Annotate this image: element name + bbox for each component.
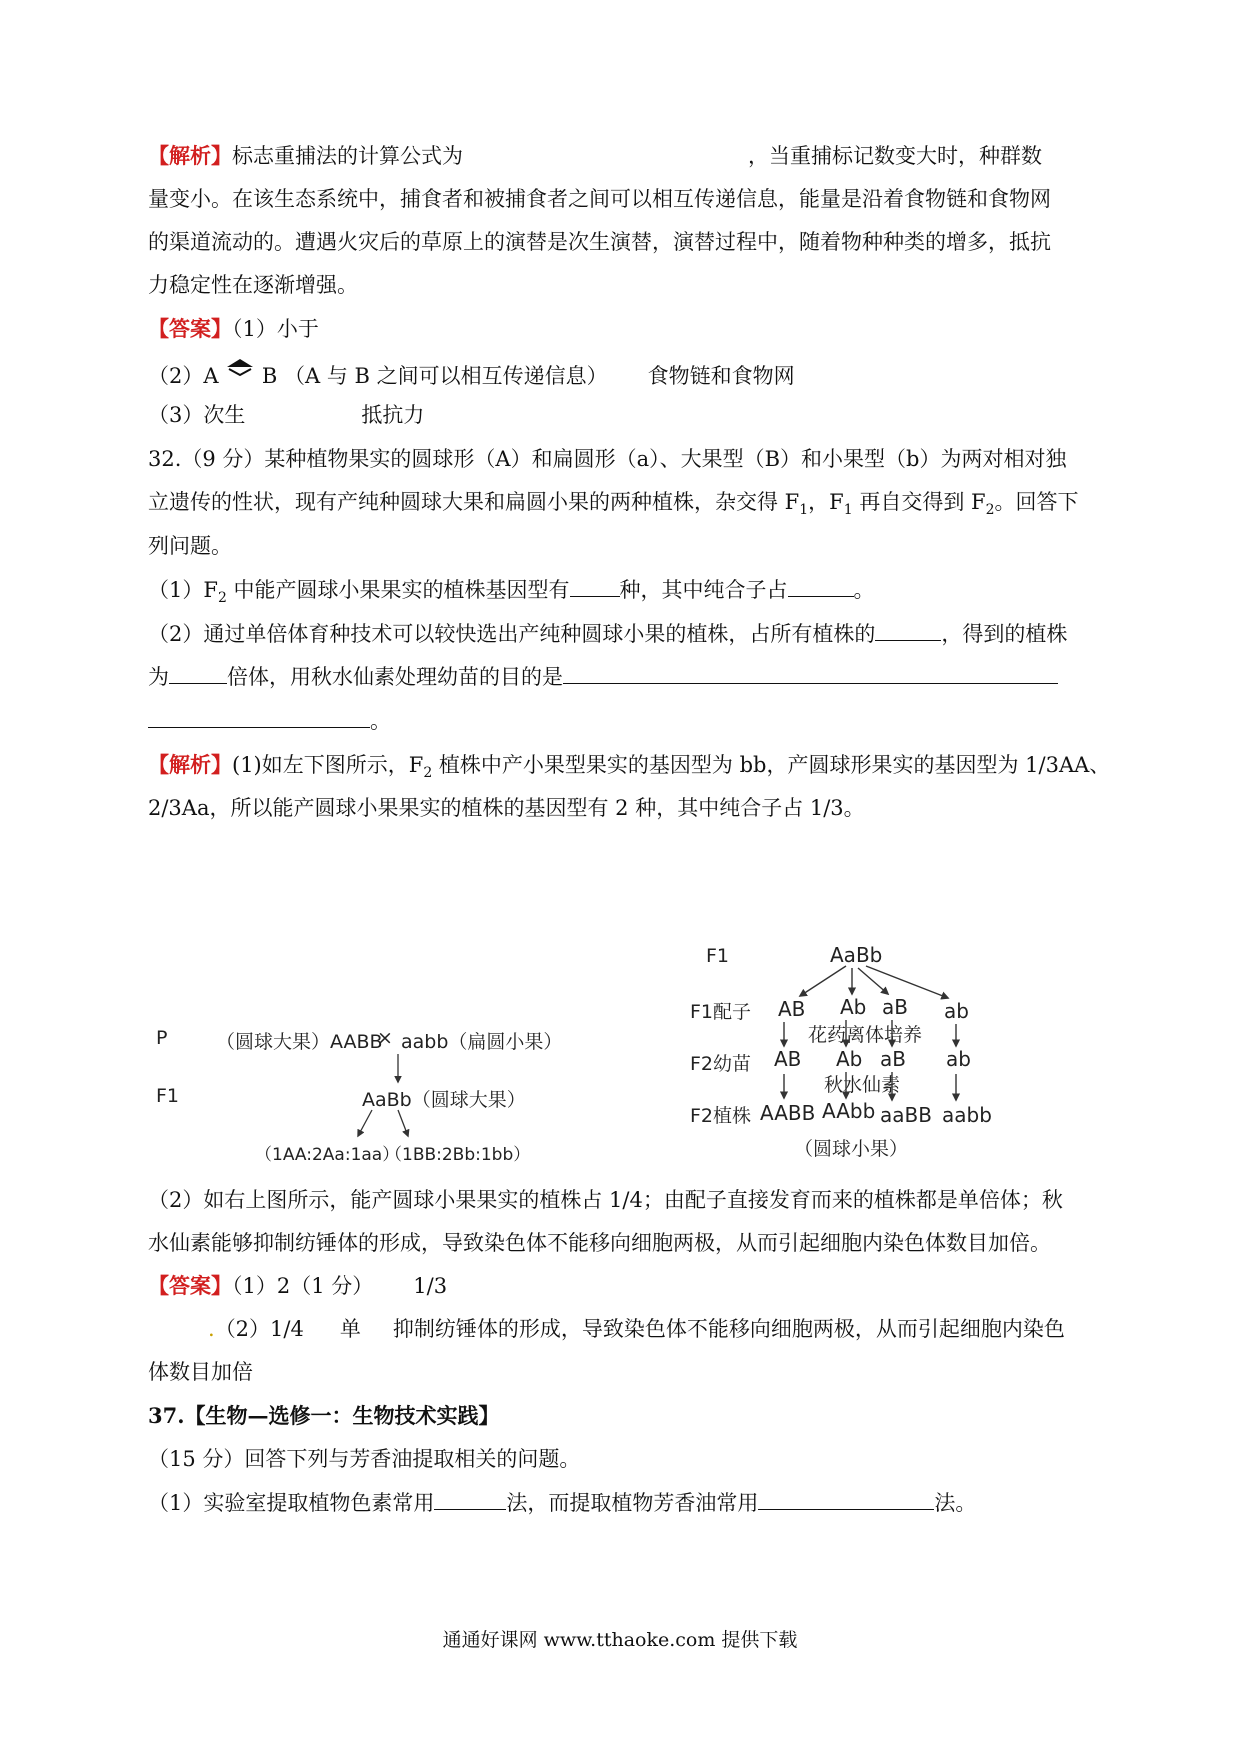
f1-genotype: AaBb (830, 943, 883, 967)
answer1-part2-post: 食物链和食物网 (647, 364, 795, 388)
q32-line2-b: ，F (808, 490, 844, 514)
q32-line1: 32.（9 分）某种植物果实的圆球形（A）和扁圆形（a）、大果型（B）和小果型（b）为两对相对独 (148, 447, 1067, 471)
q32-part1-b: 中能产圆球小果果实的植株基因型有 (226, 578, 570, 602)
subscript-2: 2 (985, 502, 995, 519)
answer2-part2-post: 抑制纺锤体的形成，导致染色体不能移向细胞两极，从而引起细胞内染色 (392, 1317, 1065, 1341)
seedling-1: AB (774, 1047, 802, 1071)
f1-generation-label: F1 (156, 1085, 180, 1107)
answer2-part1-pre: （1）2（1 分） (232, 1274, 374, 1298)
plant-1: AABB (760, 1101, 816, 1125)
subscript-2c: 2 (423, 765, 433, 782)
seedling-4: ab (946, 1047, 971, 1071)
subscript-1b: 1 (843, 502, 853, 519)
q32-line2-a: 立遗传的性状，现有产纯种圆球大果和扁圆小果的两种植株，杂交得 F (148, 490, 800, 514)
q32-line3: 列问题。 (148, 534, 232, 558)
analysis2-text-a: (1)如左下图所示，F (232, 753, 424, 777)
plant-label: F2植株 (690, 1105, 752, 1127)
answer1-part2-mid: B （A 与 B 之间可以相互传递信息） (261, 364, 608, 388)
q32-line2-d: 。回答下 (994, 490, 1079, 514)
cross-symbol: × (377, 1027, 393, 1049)
q37-part1 (148, 1487, 976, 1518)
answer2-line2 (208, 1314, 1065, 1344)
answer-label: 【答案】 (148, 316, 232, 341)
p-parent-left: （圆球大果）AABB (216, 1031, 383, 1053)
gamete-ab-upper: AB (778, 997, 806, 1021)
answer2-part1-post: 1/3 (413, 1274, 448, 1298)
q37-part1-a: （1）实验室提取植物色素常用 (148, 1491, 435, 1515)
answer-label: 【答案】 (148, 1273, 232, 1298)
analysis-label: 【解析】 (148, 143, 232, 168)
result-label: （圆球小果） (794, 1138, 909, 1160)
q37-title: 37.【生物—选修一：生物技术实践】 (148, 1403, 500, 1428)
p-parent-right: aabb（扁圆小果） (401, 1031, 563, 1053)
analysis1-line3: 的渠道流动的。遭遇火灾后的草原上的演替是次生演替，演替过程中，随着物种种类的增多，抵抗 (148, 230, 1051, 254)
q32-line2-c: 再自交得到 F (852, 490, 986, 514)
seedling-3: aB (880, 1047, 906, 1071)
subscript-1: 1 (799, 502, 809, 519)
answer-blank[interactable] (434, 1487, 506, 1510)
analysis3-line1: （2）如右上图所示，能产圆球小果果实的植株占 1/4；由配子直接发育而来的植株都是单倍体；秋 (148, 1188, 1063, 1212)
anther-culture-label: 花药离体培养 (808, 1024, 923, 1046)
colchicine-label: 秋水仙素 (824, 1074, 901, 1096)
answer2-line1 (148, 1271, 447, 1301)
ratio-b: （1BB:2Bb:1bb） (385, 1145, 531, 1165)
analysis1-line2: 量变小。在该生态系统中，捕食者和被捕食者之间可以相互传递信息，能量是沿着食物链和食物网 (148, 187, 1051, 211)
answer1-part3-pre: （3）次生 (148, 403, 246, 427)
answer2-part2-pre: （2）1/4 (214, 1317, 304, 1341)
q32-part1-c: 种，其中纯合子占 (619, 578, 788, 602)
f1-genotype: AaBb（圆球大果） (362, 1089, 526, 1111)
stray-dot: . (208, 1317, 215, 1341)
ratio-a: （1AA:2Aa:1aa） (255, 1145, 400, 1165)
q32-part2-b: ，得到的植株 (941, 622, 1068, 646)
plant-2: AAbb (822, 1099, 876, 1123)
page-footer: 通通好课网 www.tthaoke.com 提供下载 (442, 1629, 798, 1651)
analysis2-line2: 2/3Aa，所以能产圆球小果果实的植株的基因型有 2 种，其中纯合子占 1/3。 (148, 796, 865, 820)
q37-part1-b: 法，而提取植物芳香油常用 (506, 1491, 759, 1515)
answer1-part2-pre: （2）A (148, 364, 219, 388)
answer2-line3: 体数目加倍 (148, 1360, 253, 1384)
q37-intro: （15 分）回答下列与芳香油提取相关的问题。 (148, 1447, 581, 1471)
analysis1-text-a: 标志重捕法的计算公式为 (232, 144, 463, 168)
gamete-ab-mixed: Ab (840, 995, 867, 1019)
p-generation-label: P (156, 1027, 168, 1049)
gamete-label: F1配子 (690, 1001, 752, 1023)
f1-label: F1 (706, 945, 730, 967)
plant-3: aaBB (880, 1103, 932, 1127)
gamete-ab-lower: ab (944, 999, 969, 1023)
analysis1-text-b: ，当重捕标记数变大时，种群数 (748, 144, 1042, 168)
q32-part1-d: 。 (853, 578, 875, 602)
answer1-part3-post: 抵抗力 (361, 403, 425, 427)
seedling-2: Ab (836, 1047, 863, 1071)
seedling-label: F2幼苗 (690, 1053, 752, 1075)
analysis2-text-b: 植株中产小果型果实的基因型为 bb，产圆球形果实的基因型为 1/3AA、 (432, 753, 1111, 777)
q32-part2-a: （2）通过单倍体育种技术可以较快选出产纯种圆球小果的植株，占所有植株的 (148, 622, 876, 646)
answer-blank[interactable] (758, 1487, 934, 1510)
subscript-2b: 2 (217, 590, 227, 607)
plant-4: aabb (942, 1103, 992, 1127)
answer1-part1: （1）小于 (232, 317, 319, 341)
gamete-ab-mixed2: aB (882, 995, 908, 1019)
q32-part2-e: 。 (370, 709, 391, 733)
q32-part2-d: 倍体，用秋水仙素处理幼苗的目的是 (227, 665, 563, 689)
analysis1-line4: 力稳定性在逐渐增强。 (148, 273, 358, 297)
answer2-part2-mid: 单 (339, 1317, 361, 1341)
analysis-label: 【解析】 (148, 752, 232, 777)
q37-part1-c: 法。 (934, 1491, 977, 1515)
q32-part2-c: 为 (148, 665, 169, 689)
q32-part1-a: （1）F (148, 578, 218, 602)
analysis3-line2: 水仙素能够抑制纺锤体的形成，导致染色体不能移向细胞两极，从而引起细胞内染色体数目加倍。 (148, 1231, 1051, 1255)
